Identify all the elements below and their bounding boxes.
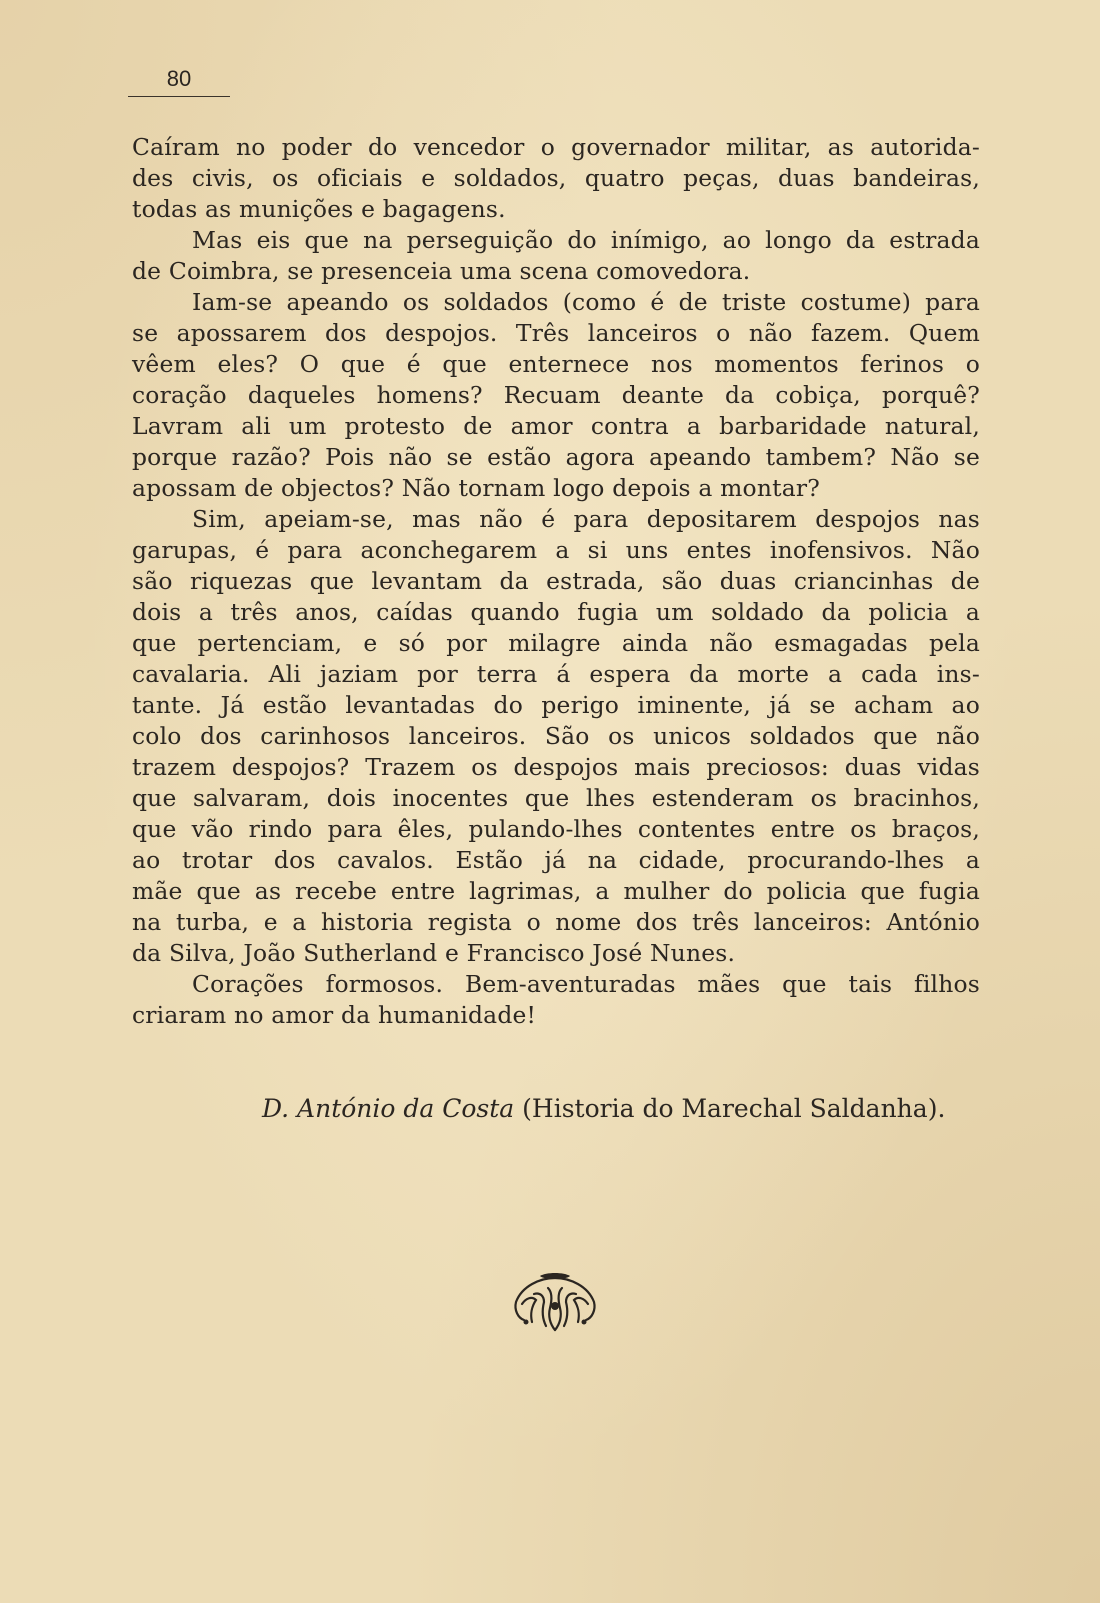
text-line: que pertenciam, e só por milagre ainda não esmagadas pela [132,629,980,657]
text-line: trazem despojos? Trazem os despojos mais preciosos: duas vidas [132,753,980,781]
text-line: de Coimbra, se presenceia uma scena comovedora. [132,257,751,285]
page-number: 80 [128,64,230,97]
text-line: colo dos carinhosos lanceiros. São os unicos soldados que não [132,722,980,750]
text-line: Corações formosos. Bem-aventuradas mães que tais filhos [192,970,980,998]
floral-ornament-icon [510,1272,600,1334]
text-line: cavalaria. Ali jaziam por terra á espera da morte a cada ins- [132,660,980,688]
attribution-source: (Historia do Marechal Saldanha). [522,1094,946,1123]
text-line: Sim, apeiam-se, mas não é para depositarem despojos nas [192,505,980,533]
text-line: Iam-se apeando os soldados (como é de triste costume) para [192,288,980,316]
text-line: Caíram no poder do vencedor o governador militar, as autorida- [132,133,980,161]
text-line: criaram no amor da humanidade! [132,1001,537,1029]
text-line: Lavram ali um protesto de amor contra a barbaridade natural, [132,412,980,440]
text-line: dois a três anos, caídas quando fugia um soldado da policia a [132,598,980,626]
text-line: vêem eles? O que é que enternece nos momentos ferinos o [132,350,980,378]
text-line: se apossarem dos despojos. Três lanceiros o não fazem. Quem [132,319,980,347]
text-line: da Silva, João Sutherland e Francisco José Nunes. [132,939,736,967]
text-line: coração daqueles homens? Recuam deante da cobiça, porquê? [132,381,980,409]
text-line: são riquezas que levantam da estrada, são duas criancinhas de [132,567,980,595]
text-line: garupas, é para aconchegarem a si uns entes inofensivos. Não [132,536,980,564]
attribution [262,1092,980,1126]
text-line: que salvaram, dois inocentes que lhes estenderam os bracinhos, [132,784,980,812]
text-line: porque razão? Pois não se estão agora apeando tambem? Não se [132,443,980,471]
text-line: mãe que as recebe entre lagrimas, a mulher do policia que fugia [132,877,980,905]
text-line: tante. Já estão levantadas do perigo iminente, já se acham ao [132,691,980,719]
text-line: des civis, os oficiais e soldados, quatro peças, duas bandeiras, [132,164,980,192]
attribution-author: D. António da Costa [262,1094,515,1123]
text-line: apossam de objectos? Não tornam logo depois a montar? [132,474,820,502]
text-line: ao trotar dos cavalos. Estão já na cidade, procurando-lhes a [132,846,980,874]
text-line: todas as munições e bagagens. [132,195,506,223]
text-line: Mas eis que na perseguição do inímigo, ao longo da estrada [192,226,980,254]
text-line: na turba, e a historia regista o nome dos três lanceiros: António [132,908,980,936]
text-line: que vão rindo para êles, pulando-lhes contentes entre os braços, [132,815,980,843]
body-text [132,132,980,1031]
